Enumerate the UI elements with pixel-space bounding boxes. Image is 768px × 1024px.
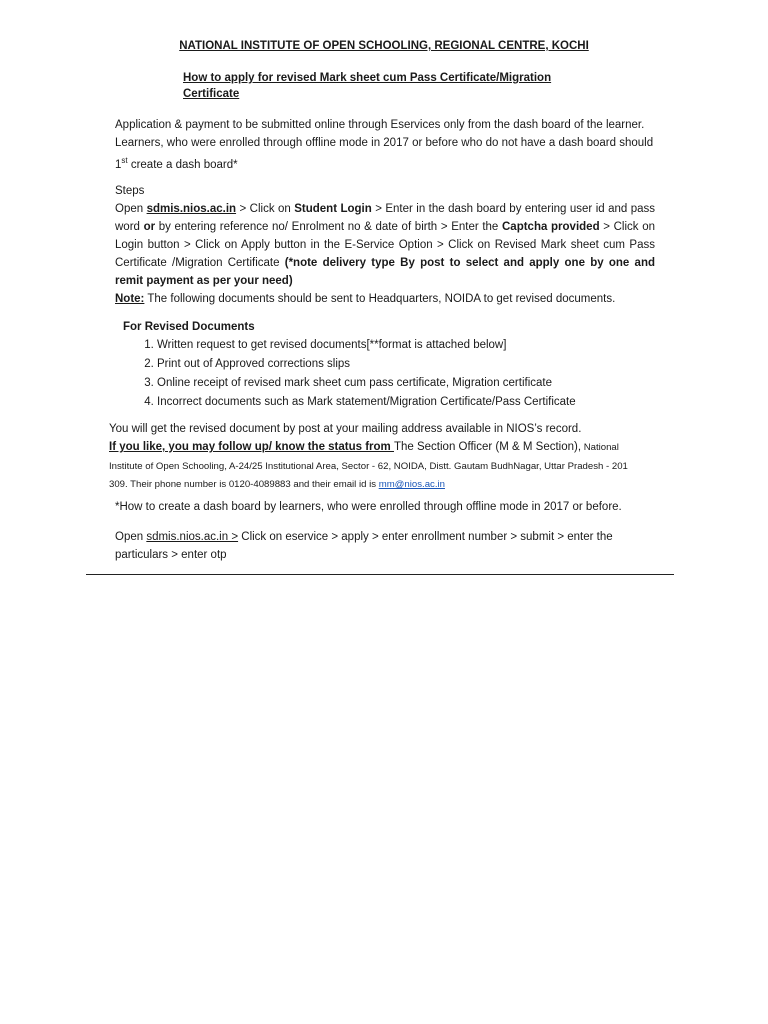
student-login-text: Student Login <box>294 203 372 215</box>
revised-documents-list <box>123 336 643 412</box>
steps-heading: Steps <box>115 185 145 197</box>
follow-up-text: If you like, you may follow up/ know the status from <box>109 441 394 453</box>
list-item: 1. Written request to get revised documents[**format is attached below] <box>157 336 643 355</box>
list-item: 4. Incorrect documents such as Mark statement/Migration Certificate/Pass Certificate <box>157 393 643 412</box>
document-subtitle: How to apply for revised Mark sheet cum Pass Certificate/Migration Certificate <box>183 72 552 100</box>
steps-text-enter: > Enter in the dash board by entering user id and pass word <box>115 203 655 233</box>
email-link[interactable]: mm@nios.ac.in <box>378 479 445 490</box>
list-item: 2. Print out of Approved corrections slips <box>157 355 643 374</box>
delivery-note: (*note delivery type By post to select and apply one by one and remit payment as per your need) <box>115 257 655 287</box>
address-text-b: Institute of Open Schooling, A-24/25 Institutional Area, Sector - 62, NOIDA, Distt. Gautam BudhNagar, Uttar Pradesh - 201 309. Their phone number is 0120-4089883 and their email id is <box>109 461 628 490</box>
delivery-text: You will get the revised document by post at your mailing address available in NIOS’s record. <box>109 423 582 435</box>
steps-text-open: Open <box>115 203 147 215</box>
steps-paragraph <box>115 200 655 308</box>
address-text-a: National <box>581 442 619 453</box>
note-text: The following documents should be sent to Headquarters, NOIDA to get revised documents. <box>144 293 616 305</box>
intro-superscript: st <box>121 156 128 165</box>
captcha-text: Captcha provided <box>502 221 600 233</box>
steps-text-login: > Click on Login button > Click on Apply button in the E-Service Option > Click on Revised Mark sheet cum Pass Certificate /Migration Certificate <box>115 221 655 269</box>
section-officer-text: The Section Officer (M & M Section), <box>393 441 582 453</box>
note-label: Note: <box>115 293 145 305</box>
horizontal-rule <box>86 574 674 575</box>
intro-paragraph <box>115 116 655 174</box>
revised-documents-heading: For Revised Documents <box>123 321 255 333</box>
offline-steps <box>115 528 635 564</box>
steps-text-reference: by entering reference no/ Enrolment no & date of birth > Enter the <box>155 221 502 233</box>
offline-heading: *How to create a dash board by learners, who were enrolled through offline mode in 2017 or before. <box>115 501 622 513</box>
offline-steps-text: Click on eservice > apply > enter enrollment number > submit > enter the particulars > enter otp <box>115 531 613 561</box>
steps-text-click: > Click on <box>236 203 295 215</box>
offline-site-link[interactable]: sdmis.nios.ac.in > <box>146 531 239 543</box>
site-link[interactable]: sdmis.nios.ac.in <box>146 203 237 215</box>
offline-open-text: Open <box>115 531 147 543</box>
intro-text: Application & payment to be submitted online through Eservices only from the dash board of the learner. Learners, who were enrolled through offline mode in 2017 or before who do not have a dash board should 1 <box>115 119 654 171</box>
intro-text-end: create a dash board* <box>127 158 238 171</box>
document-title: NATIONAL INSTITUTE OF OPEN SCHOOLING, REGIONAL CENTRE, KOCHI <box>179 40 589 52</box>
revised-documents-section <box>123 318 643 412</box>
list-item: 3. Online receipt of revised mark sheet cum pass certificate, Migration certificate <box>157 374 643 393</box>
delivery-paragraph <box>109 420 629 494</box>
or-text: or <box>143 221 156 233</box>
